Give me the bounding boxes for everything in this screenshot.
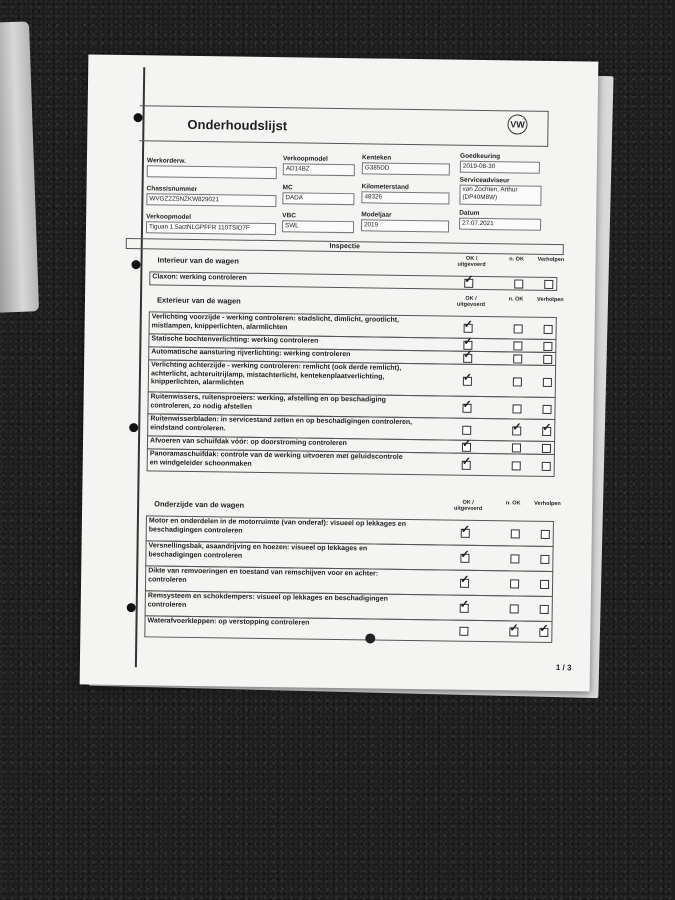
checkmark-icon: ✓ [461,437,472,450]
checkbox-fix[interactable] [540,580,549,589]
checkmark-icon: ✓ [461,455,472,468]
checklist-item-label: Afvoeren van schuifdak vóór: op doorstroming controleren [149,437,347,448]
checkbox-nok[interactable] [511,529,520,538]
checklist-item-label: Waterafvoerkleppen: op verstopping controleren [147,617,310,627]
checkbox-fix[interactable] [544,280,553,289]
checkbox-fix[interactable] [542,444,551,453]
field-kenteken: Kenteken G385DD [362,154,450,175]
checkbox-fix[interactable] [543,355,552,364]
checkmark-icon: ✓ [459,598,470,611]
onderzijde-heading: Onderzijde van de wagen [154,499,245,510]
col-ok-header: OK / uitgevoerd [454,499,483,513]
checkmark-icon: ✓ [539,622,549,635]
checkmark-icon: ✓ [463,335,473,348]
checkbox-nok[interactable] [510,604,519,613]
checkbox-fix[interactable] [541,530,550,539]
exterieur-heading: Exterieur van de wagen [156,295,241,306]
inspectie-band: Inspectie [126,238,564,255]
checkbox-fix[interactable] [543,377,552,386]
vw-logo-icon: VW [507,114,527,134]
checkbox-nok[interactable] [512,404,521,413]
checkmark-icon: ✓ [463,348,473,361]
checkmark-icon: ✓ [464,273,474,286]
checkmark-icon: ✓ [509,622,519,635]
checkbox-fix[interactable] [542,404,551,413]
checkbox-fix[interactable] [542,461,551,470]
field-chassis: Chassisnummer WVGZZZ5NZKW829021 [146,185,276,207]
interieur-heading: Interieur van de wagen [157,255,239,266]
checkbox-nok[interactable] [513,341,522,350]
field-verkoopmodel-full: Verkoopmodel Tiguan 1.5actNLGPFFR 110TSID7F [146,213,276,235]
binder-edge [0,21,39,312]
punch-hole [131,260,140,269]
checklist-item-label: Panoramaschuifdak: controle van de werking uitvoeren met geluidscontrole en windgeleider schoonmaken [149,450,403,468]
checkbox-nok[interactable] [514,324,523,333]
col-ok-header: OK / uitgevoerd [456,295,486,309]
checkbox-fix[interactable] [543,342,552,351]
page-title: Onderhoudslijst [187,116,288,134]
checkbox-fix[interactable] [540,605,549,614]
checkbox-nok[interactable] [510,554,519,563]
field-kilometerstand: Kilometerstand 48326 [361,183,449,204]
checkbox-ok[interactable] [459,627,468,636]
checkbox-ok[interactable] [462,425,471,434]
checkmark-icon: ✓ [460,548,470,561]
checkbox-fix[interactable] [540,555,549,564]
punch-hole [127,603,136,612]
binder-margin-line [135,67,145,667]
col-nok-header: n. OK [508,296,524,303]
checklist-item-label: Ruitenwisserbladen: in servicestand zetten en op beschadigingen controleren, eindstand controleren. [150,415,413,432]
checkmark-icon: ✓ [462,371,473,384]
exterieur-row [147,448,555,477]
punch-hole [129,423,138,432]
field-mc: MC DADA [282,184,354,205]
checkmark-icon: ✓ [462,398,472,411]
checklist-item-label: Automatische aansturing rijverlichting: werking controleren [151,348,351,359]
checklist-item-label: Dikte van remvoeringen en toestand van remschijven voor en achter: controleren [148,567,379,584]
checklist-item-label: Remsysteem en schokdempers: visueel op lekkages en beschadigingen controleren [147,592,388,609]
ink-dot [365,633,375,643]
checklist-item-label: Statische bochtenverlichting: werking controleren [151,335,319,345]
col-verholpen-header: Verholpen [537,296,564,304]
checkmark-icon: ✓ [463,318,473,331]
field-modeljaar: Modeljaar 2019 [361,211,449,232]
interieur-row [149,271,557,291]
col-ok-header: OK / uitgevoerd [457,255,486,269]
col-verholpen-header: Verholpen [534,500,561,508]
page-number: 1 / 3 [555,663,572,673]
checklist-item-label: Claxon: werking controleren [152,273,247,282]
checkbox-nok[interactable] [512,443,521,452]
checklist-item-label: Verlichting voorzijde - werking controleren: stadslicht, dimlicht, grootlicht, mistlampen, knipperlichten, alarmlichten [151,313,400,331]
checklist-item-label: Versnellingsbak, asaandrijving en hoezen: visueel op lekkages en beschadigingen controleren [148,542,368,560]
checkbox-fix[interactable] [544,324,553,333]
checklist-item-label: Ruitenwissers, ruitensproeiers: werking, afstelling en op beschadiging controleren, zo nodig afstellen [150,393,387,411]
field-werkorder: Werkorderw. [147,157,277,179]
col-verholpen-header: Verholpen [537,256,565,264]
col-nok-header: n. OK [509,256,524,263]
field-goedkeuring: Goedkeuring 2019-08-30 [460,153,540,174]
field-serviceadviseur: Serviceadviseur van Zochten, Arthur (DP40M8W) [459,177,541,206]
checklist-item-label: Motor en onderdelen in de motorruimte (van onderaf): visueel op lekkages en beschadigingen controleren [148,517,407,535]
checkmark-icon: ✓ [542,421,552,434]
checklist-item-label: Verlichting achterzijde - werking controleren: remlicht (ook derde remlicht), achterlicht, achteruitrijlamp, mistachterlicht, kentekenplaatverlichting, knipperlichten, alarmlichten [150,361,402,387]
checkbox-nok[interactable] [512,461,521,470]
checkmark-icon: ✓ [460,573,470,586]
checkbox-nok[interactable] [513,354,522,363]
checkbox-nok[interactable] [514,279,523,288]
checkmark-icon: ✓ [460,523,471,536]
field-verkoopmodel: Verkoopmodel AD14BZ [283,155,355,176]
maintenance-sheet [80,54,599,691]
col-nok-header: n. OK [505,500,521,507]
checkbox-nok[interactable] [513,377,522,386]
onderzijde-row [144,615,552,643]
checkmark-icon: ✓ [512,420,522,434]
field-vbc: VBC SWL [282,212,354,233]
checkbox-nok[interactable] [510,579,519,588]
field-datum: Datum 27.07.2021 [459,210,541,231]
